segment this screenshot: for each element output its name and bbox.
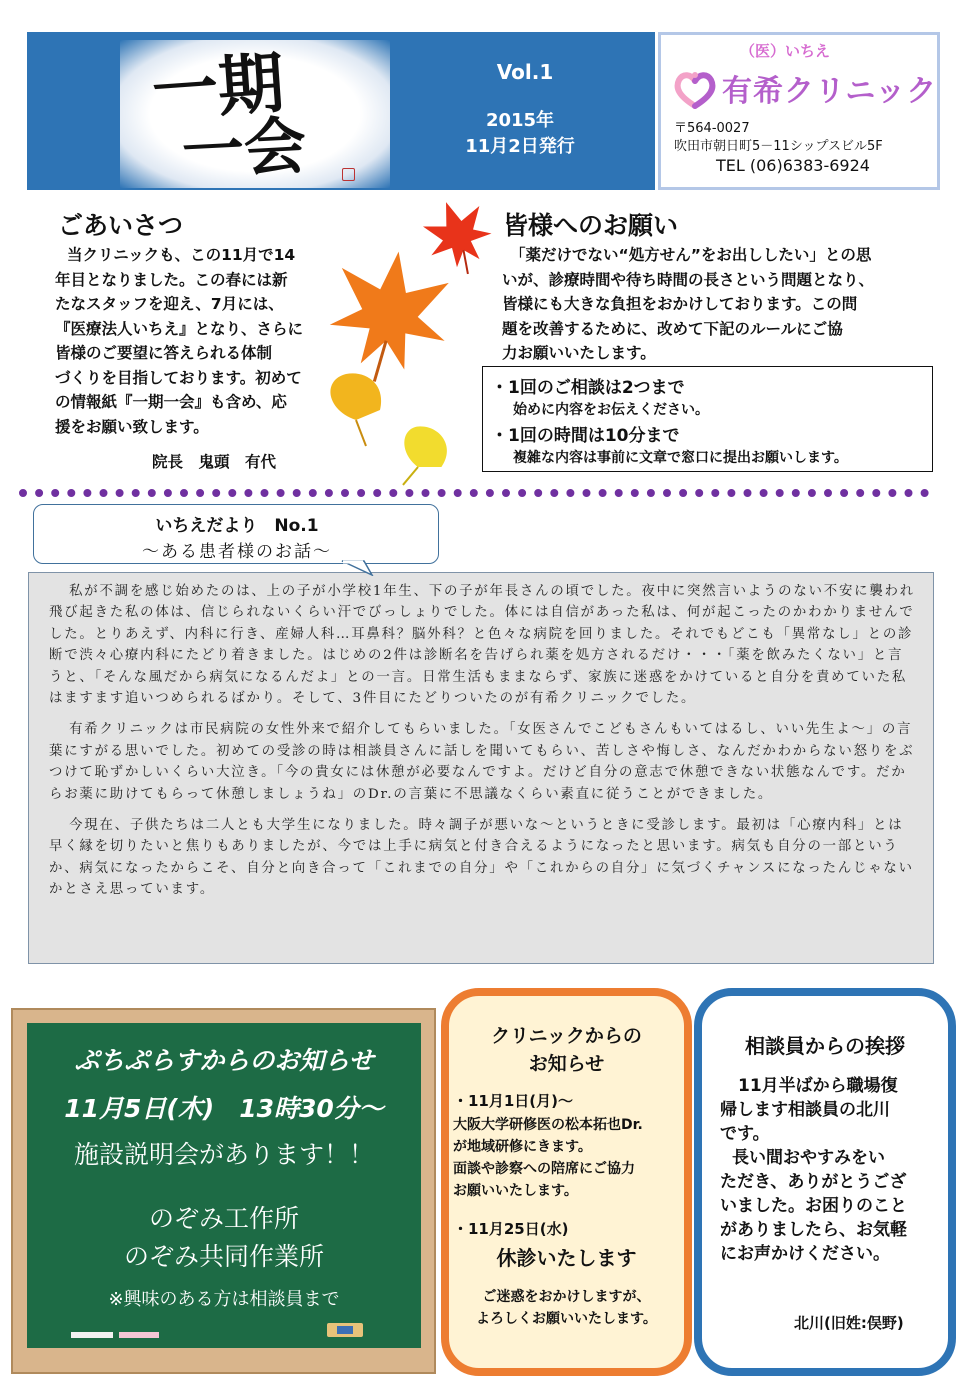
greeting-body [55,243,325,439]
greeting-line: 援をお願い致します。 [55,417,209,436]
issue-day: 11月2日発行 [465,136,575,157]
greeting-line: 皆様のご要望に答えられる体制 [55,344,273,362]
issue-date [450,108,590,160]
autumn-leaves-illustration [318,195,498,495]
rule-2-sub: 複雑な内容は事前に文章で窓口に提出お願いします。 [513,450,848,466]
volume-number: Vol.1 [496,60,554,84]
greeting-signature: 院長 鬼頭 有代 [152,453,277,471]
ginkgo-leaf-icon [330,373,381,446]
greeting-title: ごあいさつ [58,211,184,240]
rules-box [482,366,933,472]
counselor-line: にお声かけください。 [720,1244,890,1264]
clinic-address [674,120,883,156]
counselor-line: がありましたら、お気軽 [720,1220,907,1240]
news-item-2-date: ・11月25日(水) [453,1220,569,1238]
heart-logo-icon [673,70,717,110]
chalk-white-icon [71,1332,113,1338]
issue-year: 2015年 [485,110,555,131]
patient-story-box [28,572,934,964]
greeting-line: 当クリニックも、この11月で14 [67,246,296,264]
clinic-news-title-1: クリニックからの [491,1025,642,1047]
clinic-name: 有希クリニック [722,74,938,109]
news-item-1-line: が地域研修にきます。 [453,1139,592,1155]
rule-1-main: ・1回のご相談は2つまで [491,378,685,398]
request-title: 皆様へのお願い [503,211,679,240]
story-title: いちえだより No.1 [155,516,319,536]
news-item-1-line: 面談や診察への陪席にご協力 [453,1161,635,1177]
logo-text-bottom: 一会 [180,108,308,189]
clinic-news-title-2: お知らせ [528,1053,605,1075]
board-datetime: 11月5日(木) 13時30分～ [64,1094,384,1123]
request-line: 皆様にも大きな負担をおかけしております。この問 [502,295,858,313]
counselor-line: 11月半ばから職場復 [738,1076,898,1096]
board-note: ※興味のある方は相談員まで [108,1289,340,1310]
greeting-line: の情報紙『一期一会』も含め、応 [55,393,287,411]
logo-text-top: 一期 [149,43,287,131]
clinic-corp: （医）いちえ [740,42,831,60]
news-item-1-line: 大阪大学研修医の松本拓也Dr. [453,1117,643,1133]
clinic-tel: TEL (06)6383-6924 [716,156,870,175]
large-maple-leaf-icon [323,244,456,391]
title-logo [120,40,390,188]
board-title: ぷちぷらすからのお知らせ [74,1046,374,1075]
clinic-news-title [449,1022,684,1078]
greeting-line: 年目となりました。この春には新 [55,270,288,289]
small-maple-leaf-icon [416,195,498,284]
ginkgo-leaf-icon-2 [390,421,454,495]
request-line: 題を改善するために、改めて下記のルールにご協 [502,319,843,338]
counselor-line: いました。お困りのこと [720,1196,907,1216]
counselor-line: 長い間おやすみをい [732,1148,885,1168]
board-place-2: のぞみ共同作業所 [123,1242,324,1271]
chalkboard [27,1023,421,1348]
story-paragraph: 私が不調を感じ始めたのは、上の子が小学校1年生、下の子が年長さんの頃でした。夜中に突然言いようのない不安に襲われ飛び起きた私の体は、信じられないくらい汗でびっしょりでした。体には自信があった私は、何が起こったのかわかりませんでした。とりあえず、内科に行き、産婦人科…耳鼻科？脳外科？と色々な病院を回りました。それでもどこも「異常なし」との診断で渋々心療内科にたどり着きました。はじめの2件は診断名を告げられ薬を処方されるだけ・・・「薬を飲みたくない」と言うと、「そんな風だから病気になるんだよ」との一言。日常生活もままならず、家族に迷惑をかけていると自分を責めていた私はますます追いつめられるばかり。そして、3件目にたどりついたのが有希クリニックでした。 [49,584,915,707]
chalk-pink-icon [119,1332,159,1338]
counselor-line: 帰します相談員の北川 [720,1100,890,1120]
board-place-1: のぞみ工作所 [148,1204,299,1233]
news-item-1-date: ・11月1日(月)～ [453,1092,574,1110]
counselor-line: ただき、ありがとうござ [720,1172,907,1192]
clinic-news-box [441,988,692,1376]
news-item-2-line: ご迷惑をおかけしますが、 [482,1289,651,1305]
news-item-2-line: よろしくお願いいたします。 [476,1311,657,1327]
story-paragraph: 有希クリニックは市民病院の女性外来で紹介してもらいました。「女医さんでこどもさんもいてはるし、いい先生よ～」の言葉にすがる思いでした。初めての受診の時は相談員さんに話しを聞いてもらい、苦しさや悔しさ、なんだかわからない怒りをぶつけて恥ずかしいくらい大泣き。「今の貴女には休憩が必要なんですよ。だけど自分の意志で休憩できない状態なんです。だからお薬に助けてもらって休憩しましょうね」のDr.の言葉に不思議なくらい素直に従うことができました。 [49,722,915,802]
rule-2-main: ・1回の時間は10分まで [491,426,680,446]
counselor-title: 相談員からの挨拶 [745,1034,905,1058]
counselor-body [720,1074,948,1266]
news-item-1-text [453,1114,688,1202]
callout-tail [340,560,380,576]
greeting-line: 『医療法人いちえ』となり、さらに [55,319,304,338]
postal-code: 〒564-0027 [674,121,750,136]
counselor-line: です。 [720,1124,770,1144]
request-line: いが、診療時間や待ち時間の長さという問題となり、 [502,270,875,289]
news-item-2-main: 休診いたします [496,1246,637,1270]
story-subtitle: ～ある患者様のお話～ [142,542,332,562]
street-address: 吹田市朝日町5－11シップスビル5F [674,139,883,154]
counselor-signature: 北川(旧姓:俣野) [794,1314,904,1332]
news-item-2-text [449,1286,684,1330]
request-line: 「薬だけでない“処方せん”をお出ししたい」との思 [510,246,872,264]
request-body [502,243,942,366]
news-item-1-line: お願いいたします。 [453,1183,578,1199]
story-title-callout [33,504,439,564]
story-paragraph: 今現在、子供たちは二人とも大学生になりました。時々調子が悪いな～というときに受診します。最初は「心療内科」とは早く縁を切りたいと焦りもありましたが、今では上手に病気と付き合えるようになったと思います。病気も自分の一部というか、病気になったからこそ、自分と向き合って「これまでの自分」や「これからの自分」に気づくチャンスになったんじゃないかとさえ思っています。 [49,818,914,898]
rule-1-sub: 始めに内容をお伝えください。 [513,402,709,418]
counselor-box [694,988,956,1376]
board-event: 施設説明会があります！！ [73,1140,374,1169]
dotted-divider [18,488,940,498]
greeting-line: づくりを目指しております。初めて [55,368,302,387]
seal-stamp [342,168,355,181]
request-line: 力お願いいたします。 [502,344,656,362]
eraser-band [337,1326,353,1334]
greeting-line: たなスタッフを迎え、7月には、 [55,295,284,313]
